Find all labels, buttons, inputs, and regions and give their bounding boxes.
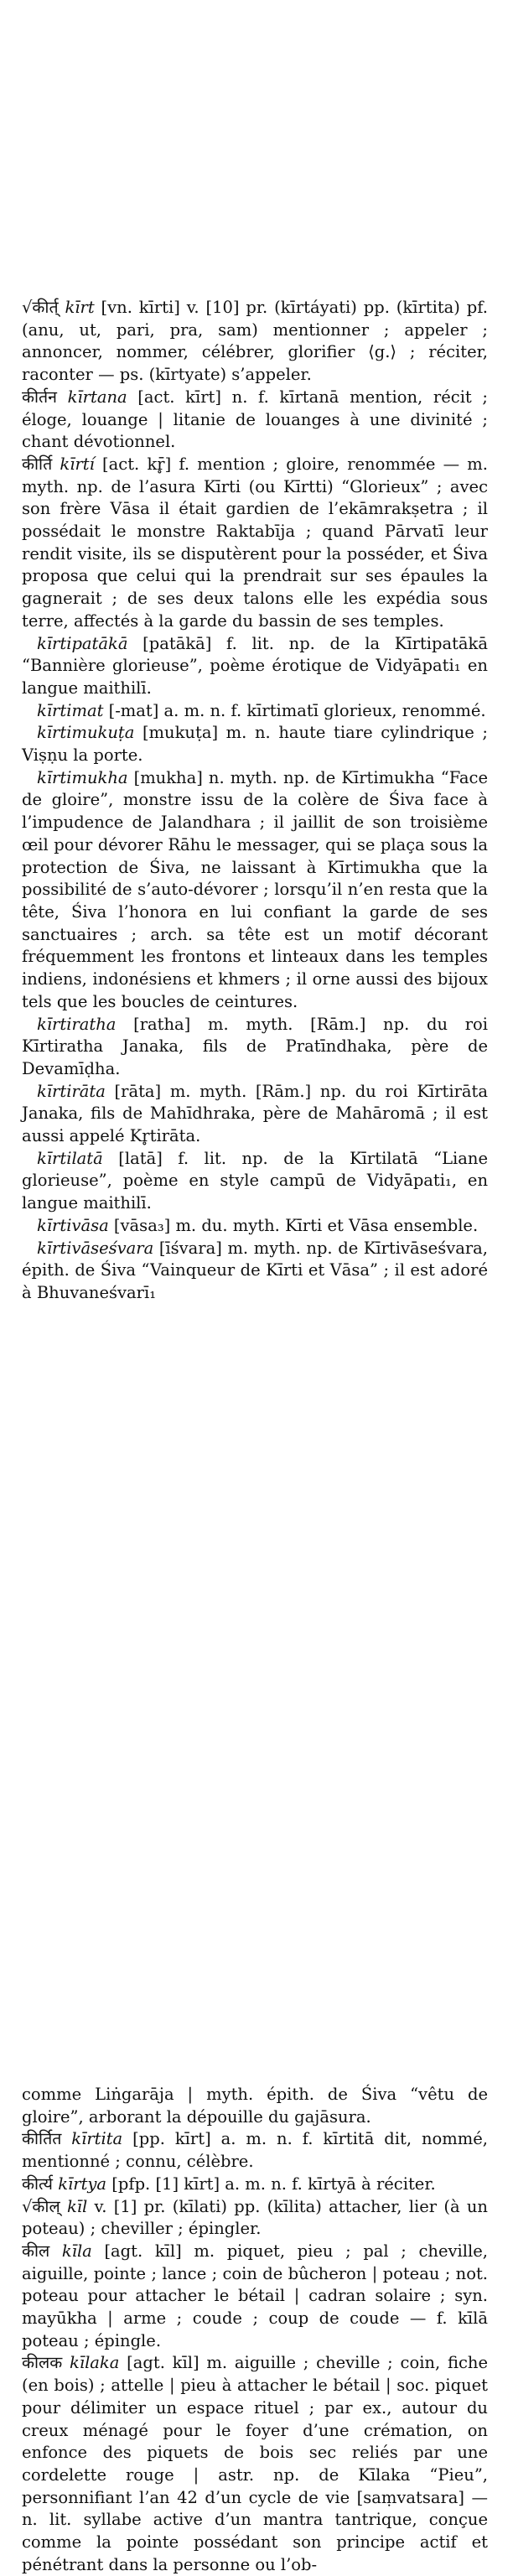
dictionary-entry: [22, 454, 488, 633]
devanagari-headword: कील: [22, 2241, 50, 2261]
entry-definition: [patākā] f. lit. np. de la Kīrtipatākā “Bannière glorieuse”, poème érotique de Vidyāpati₁ en langue maithilī.: [22, 633, 488, 698]
transliterated-headword: kīrtimat: [37, 700, 104, 720]
entry-definition: [agt. kīl] m. piquet, pieu ; pal ; cheville, aiguille, pointe ; lance ; coin de bûcheron | poteau ; not. poteau pour attacher le bétail | cadran solaire ; syn. mayūkha | arme ; coude ; coup de coude — f. kīlā poteau ; épingle.: [22, 2241, 488, 2350]
transliterated-headword: kīrtivāseśvara: [37, 1238, 154, 1258]
transliterated-headword: kīrt: [65, 298, 95, 317]
transliterated-headword: kīrtivāsa: [37, 1215, 109, 1235]
subentry: [22, 1238, 488, 1305]
subentry: [22, 1081, 488, 1148]
dictionary-entry: [22, 2084, 488, 2128]
subentry: [22, 633, 488, 700]
devanagari-headword: कीर्तन: [22, 387, 57, 407]
entry-definition: [vāsa₃] m. du. myth. Kīrti et Vāsa ensemble.: [108, 1215, 479, 1235]
transliterated-headword: kīlaka: [70, 2353, 120, 2373]
transliterated-headword: kīrtiratha: [37, 1014, 117, 1034]
transliterated-headword: kīrtilatā: [37, 1148, 103, 1168]
entry-definition: [pfp. [1] kīrt] a. m. n. f. kīrtyā à réciter.: [106, 2174, 436, 2194]
entry-definition: [act. kīrt] n. f. kīrtanā mention, récit ; éloge, louange | litanie de louanges à une divinité ; chant dévotionnel.: [22, 387, 488, 452]
devanagari-headword: √कीर्त्: [22, 298, 59, 317]
entry-definition: [agt. kīl] m. aiguille ; cheville ; coin, fiche (en bois) ; attelle | pieu à attacher le bétail | soc. piquet pour délimiter un espace rituel ; par ex., autour du creux ménagé pour le foyer d’une crémation, on enfonce des piquets de bois sec reliés par une cordelette rouge | astr. np. de Kīlaka “Pieu”, personnifiant l’an 42 d’un cycle de vie [saṃvatsara] — n. lit. syllabe active d’un mantra tantrique, conçue comme la pointe possédant son principe actif et pénétrant dans la personne ou l’ob-: [22, 2353, 488, 2574]
entry-definition: comme Liṅgarāja | myth. épith. de Śiva “vêtu de gloire”, arborant la dépouille du gajāsura.: [22, 2085, 488, 2127]
entry-definition: [latā] f. lit. np. de la Kīrtilatā “Liane glorieuse”, poème en style campū de Vidyāpati₁, en langue maithilī.: [22, 1148, 488, 1213]
transliterated-headword: kīla: [61, 2241, 92, 2261]
dictionary-entry: [22, 2241, 488, 2353]
transliterated-headword: kīrtirāta: [37, 1081, 106, 1101]
subentry: [22, 722, 488, 766]
subentry: [22, 1215, 488, 1238]
transliterated-headword: kīrtya: [58, 2174, 107, 2194]
subentry: [22, 767, 488, 1014]
dictionary-entry: [22, 2128, 488, 2173]
dictionary-entry: [22, 2196, 488, 2241]
transliterated-headword: kīrtimukha: [37, 767, 128, 787]
entry-definition: [pp. kīrt] a. m. n. f. kīrtitā dit, nommé, mentionné ; connu, célèbre.: [22, 2129, 488, 2172]
transliterated-headword: kīl: [66, 2196, 88, 2216]
devanagari-headword: कीलक: [22, 2353, 63, 2373]
dictionary-entry: [22, 2352, 488, 2576]
dictionary-entry: [22, 387, 488, 454]
entry-definition: [ratha] m. myth. [Rām.] np. du roi Kīrtiratha Janaka, fils de Pratīndhaka, père de Devamīḍha.: [22, 1014, 488, 1078]
entry-definition: [mukha] n. myth. np. de Kīrtimukha “Face de gloire”, monstre issu de la colère de Śiva face à l’impudence de Jalandhara ; il jaillit de son troisième œil pour dévorer Rāhu le messager, qui se plaça sous la protection de Śiva, ne laissant à Kīrtimukha que la possibilité de s’auto-dévorer ; lorsqu’il n’en resta que la tête, Śiva l’honora en lui confiant la garde de ses sanctuaires ; arch. sa tête est un motif décorant fréquemment les frontons et linteaux dans les temples indiens, indonésiens et khmers ; il orne aussi des bijoux tels que les boucles de ceintures.: [22, 767, 488, 1011]
transliterated-headword: kīrtana: [67, 387, 127, 407]
entry-definition: v. [1] pr. (kīlati) pp. (kīlita) attacher, lier (à un poteau) ; cheviller ; épingler.: [22, 2196, 488, 2239]
column-lower: [22, 2084, 488, 2576]
entry-definition: [īśvara] m. myth. np. de Kīrtivāseśvara, épith. de Śiva “Vainqueur de Kīrti et Vāsa” ; il est adoré à Bhuvaneśvarī₁: [22, 1238, 488, 1302]
subentry: [22, 1148, 488, 1215]
devanagari-headword: कीर्त्य: [22, 2174, 53, 2194]
entry-definition: [vn. kīrti] v. [10] pr. (kīrtáyati) pp. (kīrtita) pf. (anu, ut, pari, pra, sam) mentionner ; appeler ; annoncer, nommer, célébrer, glorifier ⟨g.⟩ ; réciter, raconter — ps. (kīrtyate) s’appeler.: [22, 298, 488, 385]
transliterated-headword: kīrtita: [71, 2129, 123, 2149]
transliterated-headword: kīrtí: [60, 454, 95, 474]
entry-definition: [act. kr̥̄] f. mention ; gloire, renommée — m. myth. np. de l’asura Kīrti (ou Kīrtti) “Glorieux” ; avec son frère Vāsa il était gardien de l’ekāmrakṣetra ; il possédait le monstre Raktabīja ; quand Pārvatī leur rendit visite, ils se disputèrent pour la posséder, et Śiva proposa que celui qui la prendrait sur ses épaules la gagnerait ; de ses deux talons elle les expédia sous terre, affectés à la garde du bassin de ses temples.: [22, 454, 488, 631]
subentry: [22, 700, 488, 723]
devanagari-headword: कीर्ति: [22, 454, 53, 474]
transliterated-headword: kīrtipatākā: [37, 633, 128, 653]
transliterated-headword: kīrtimukuṭa: [37, 723, 135, 743]
subentry: [22, 1014, 488, 1081]
dictionary-entry: [22, 297, 488, 387]
entry-definition: [mukuṭa] m. n. haute tiare cylindrique ; Viṣṇu la porte.: [22, 723, 488, 766]
devanagari-headword: कीर्तित: [22, 2129, 62, 2149]
entry-definition: [-mat] a. m. n. f. kīrtimatī glorieux, renommé.: [103, 700, 486, 720]
dictionary-entry: [22, 2174, 488, 2196]
entry-definition: [rāta] m. myth. [Rām.] np. du roi Kīrtirāta Janaka, fils de Mahīdhraka, père de Mahāromā ; il est aussi appelé Kr̥tirāta.: [22, 1081, 488, 1146]
devanagari-headword: √कील्: [22, 2196, 60, 2216]
column-upper: [22, 297, 488, 1305]
